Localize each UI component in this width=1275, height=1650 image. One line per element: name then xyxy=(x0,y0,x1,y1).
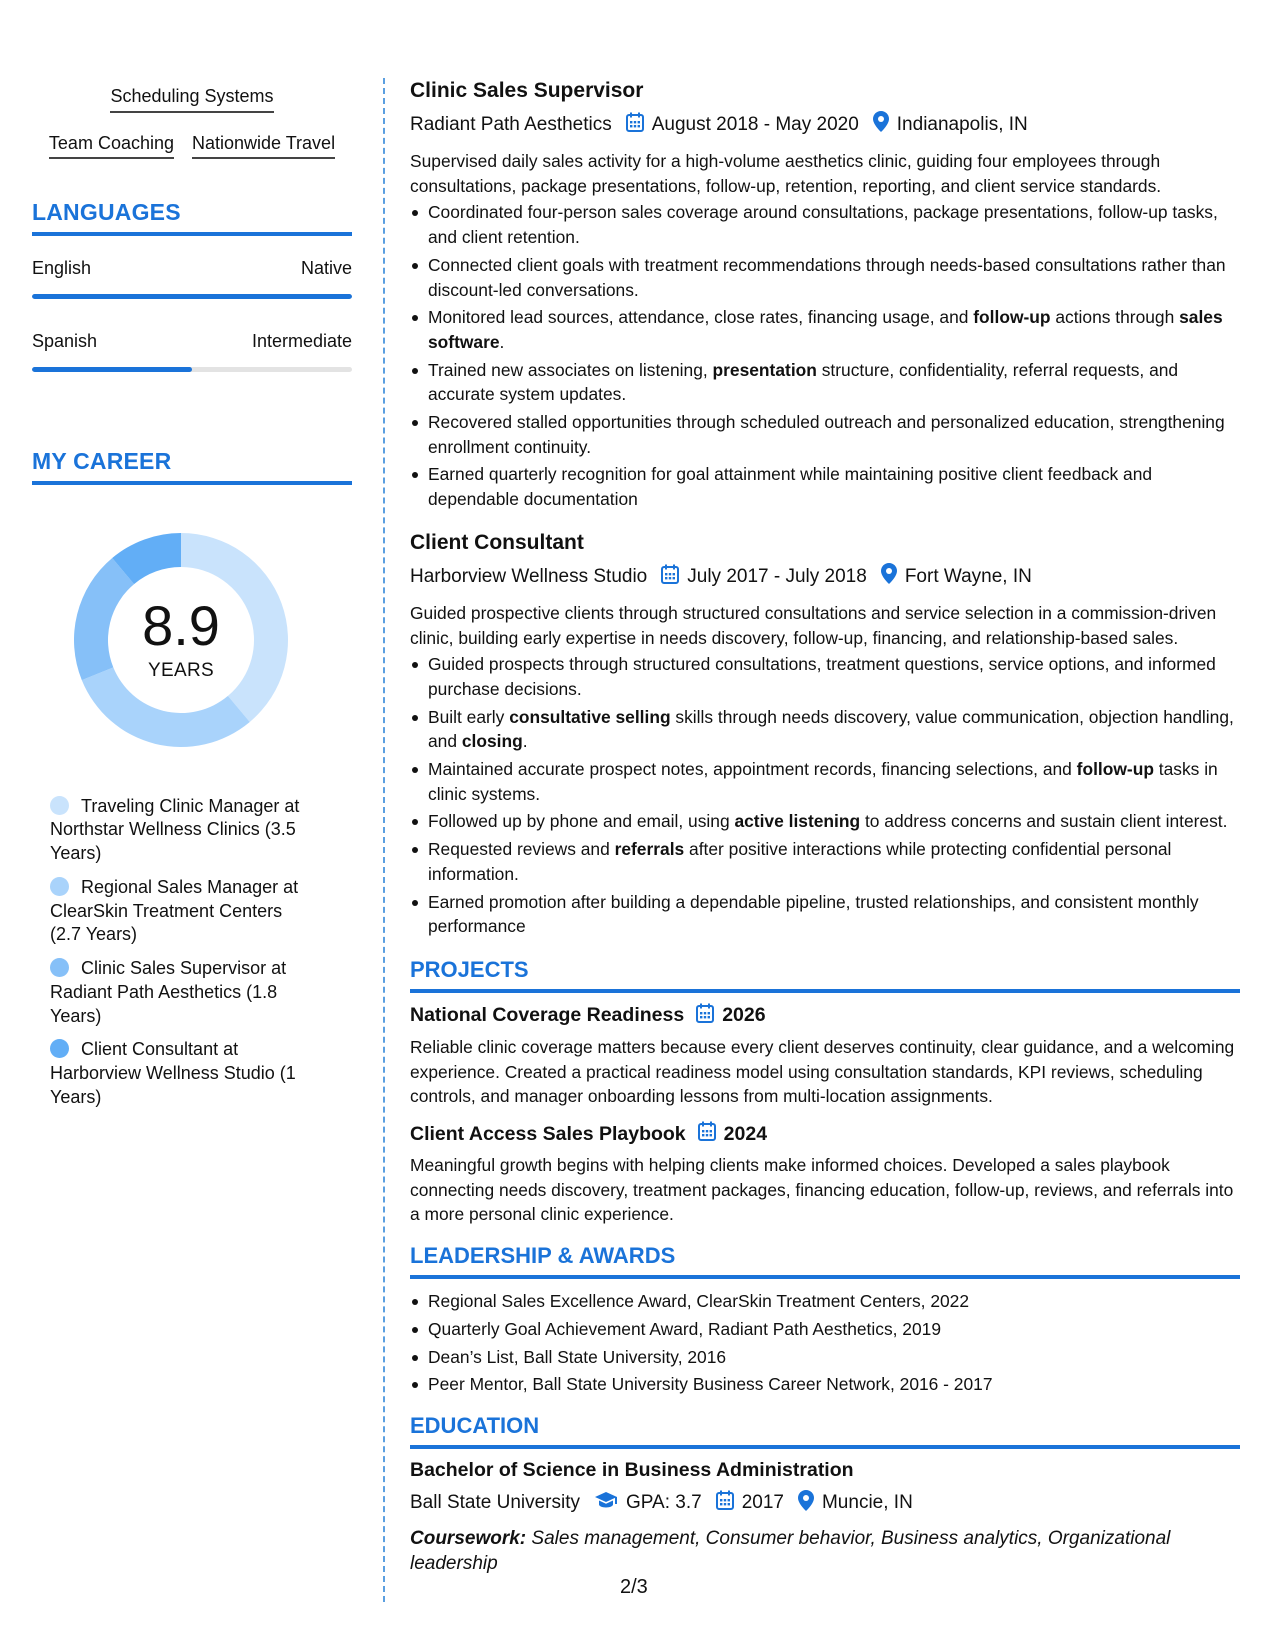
school-location: Muncie, IN xyxy=(821,1492,913,1514)
job-bullet: Followed up by phone and email, using active listening to address concerns and sustain client interest. xyxy=(410,809,1240,834)
graduation-cap-icon xyxy=(594,1491,618,1516)
job-bullet: Earned promotion after building a dependable pipeline, trusted relationships, and consistent monthly performance xyxy=(410,890,1240,939)
projects-heading: PROJECTS xyxy=(410,957,1240,993)
project-title-row xyxy=(410,1003,1240,1029)
career-donut-chart xyxy=(32,521,352,761)
job-bullet: Recovered stalled opportunities through scheduled outreach and personalized education, strengthening enrollment continuity. xyxy=(410,410,1240,459)
job-bullet: Connected client goals with treatment recommendations through needs-based consultations rather than discount-led conversations. xyxy=(410,253,1240,302)
school-name: Ball State University xyxy=(410,1492,581,1514)
company-name: Harborview Wellness Studio xyxy=(410,565,648,587)
job-bullets xyxy=(410,652,1240,939)
career-legend-item xyxy=(50,1038,315,1109)
job-bullet: Guided prospects through structured consultations, treatment questions, service options, and informed purchase decisions. xyxy=(410,652,1240,701)
skills-row-1 xyxy=(32,86,352,113)
project-description: Reliable clinic coverage matters because every client deserves continuity, clear guidance, and a welcoming experience. Created a practical readiness model using consultation standards, KPI reviews, scheduling controls, and manager onboarding lessons from multi-location assignments. xyxy=(410,1036,1235,1107)
award-item: Regional Sales Excellence Award, ClearSkin Treatment Centers, 2022 xyxy=(410,1289,1240,1314)
experience-entry xyxy=(410,78,1240,512)
career-total-unit: YEARS xyxy=(148,659,214,681)
career-legend-label: Regional Sales Manager at ClearSkin Treatment Centers (2.7 Years) xyxy=(50,876,299,945)
skill-tag: Team Coaching xyxy=(49,133,174,160)
calendar-icon xyxy=(626,112,644,139)
calendar-icon xyxy=(696,1003,714,1029)
career-legend-item xyxy=(50,795,315,866)
career-legend-label: Traveling Clinic Manager at Northstar Wellness Clinics (3.5 Years) xyxy=(50,795,300,864)
award-item: Dean’s List, Ball State University, 2016 xyxy=(410,1345,1240,1370)
job-dates: July 2017 - July 2018 xyxy=(687,565,867,587)
calendar-icon xyxy=(716,1490,734,1517)
calendar-icon xyxy=(698,1121,716,1147)
award-item: Peer Mentor, Ball State University Business Career Network, 2016 - 2017 xyxy=(410,1372,1240,1397)
job-summary: Supervised daily sales activity for a high-volume aesthetics clinic, guiding four employees through consultations, package presentations, follow-up, retention, reporting, and client service standards. xyxy=(410,150,1162,196)
skills-row-2 xyxy=(32,133,352,160)
job-bullet: Built early consultative selling skills through needs discovery, value communication, objection handling, and closing. xyxy=(410,705,1240,754)
career-total-years: 8.9 xyxy=(142,593,220,657)
job-meta xyxy=(410,111,1240,139)
project-year: 2024 xyxy=(723,1122,768,1145)
job-dates: August 2018 - May 2020 xyxy=(651,113,859,135)
legend-dot xyxy=(50,1039,69,1058)
language-proficiency-fill xyxy=(32,294,352,299)
awards-list xyxy=(410,1289,1240,1397)
language-item xyxy=(32,331,352,372)
experience-entry xyxy=(410,530,1240,939)
graduation-year: 2017 xyxy=(741,1492,784,1514)
column-divider xyxy=(383,78,385,1602)
legend-dot xyxy=(50,958,69,977)
project-title: Client Access Sales Playbook xyxy=(410,1122,686,1145)
project-entry xyxy=(410,1121,1240,1227)
legend-dot xyxy=(50,796,69,815)
project-entry xyxy=(410,1003,1240,1109)
job-meta xyxy=(410,563,1240,591)
language-proficiency-fill xyxy=(32,367,192,372)
job-title: Client Consultant xyxy=(410,530,584,554)
page-number: 2/3 xyxy=(620,1576,648,1598)
project-title: National Coverage Readiness xyxy=(410,1004,685,1027)
career-donut-center xyxy=(66,525,296,755)
job-bullet: Earned quarterly recognition for goal attainment while maintaining positive client feedback and dependable documentation xyxy=(410,462,1240,511)
job-title: Clinic Sales Supervisor xyxy=(410,79,644,102)
languages-list xyxy=(32,258,352,371)
language-proficiency-bar xyxy=(32,367,352,372)
coursework-label: Coursework: xyxy=(410,1527,527,1549)
education-heading: EDUCATION xyxy=(410,1413,1240,1449)
job-bullet: Trained new associates on listening, presentation structure, confidentiality, referral requests, and accurate system updates. xyxy=(410,358,1240,407)
job-bullet: Requested reviews and referrals after positive interactions while protecting confidential personal information. xyxy=(410,837,1240,886)
job-location: Fort Wayne, IN xyxy=(904,565,1032,587)
project-year: 2026 xyxy=(722,1004,766,1027)
languages-heading: LANGUAGES xyxy=(32,199,352,236)
career-legend-item xyxy=(50,876,315,947)
job-bullet: Monitored lead sources, attendance, close rates, financing usage, and follow-up actions through sales software. xyxy=(410,305,1240,354)
job-bullets xyxy=(410,200,1240,511)
job-summary: Guided prospective clients through structured consultations and service selection in a commission-driven clinic, building early expertise in needs discovery, follow-up, financing, and relationship-based sales. xyxy=(410,602,1217,648)
job-bullet: Coordinated four-person sales coverage around consultations, package presentations, follow-up tasks, and client retention. xyxy=(410,200,1240,249)
language-proficiency-bar xyxy=(32,294,352,299)
main-content xyxy=(410,78,1240,1576)
skill-tag: Nationwide Travel xyxy=(192,133,335,160)
language-level: Intermediate xyxy=(251,330,352,351)
job-location: Indianapolis, IN xyxy=(896,113,1028,135)
career-legend-item xyxy=(50,957,315,1028)
company-name: Radiant Path Aesthetics xyxy=(410,113,612,135)
legend-dot xyxy=(50,877,69,896)
career-legend-label: Clinic Sales Supervisor at Radiant Path Aesthetics (1.8 Years) xyxy=(50,958,287,1026)
skill-tag: Scheduling Systems xyxy=(110,86,273,113)
coursework-list: Sales management, Consumer behavior, Business analytics, Organizational leadership xyxy=(410,1527,1171,1574)
calendar-icon xyxy=(661,564,679,591)
language-name: English xyxy=(32,258,92,279)
language-name: Spanish xyxy=(32,330,98,351)
map-pin-icon xyxy=(798,1490,814,1518)
career-heading: MY CAREER xyxy=(32,448,352,485)
education-meta xyxy=(410,1490,1240,1518)
language-item xyxy=(32,258,352,299)
career-legend-label: Client Consultant at Harborview Wellness Studio (1 Years) xyxy=(50,1039,296,1107)
sidebar xyxy=(32,86,352,1120)
job-bullet: Maintained accurate prospect notes, appointment records, financing selections, and follow-up tasks in clinic systems. xyxy=(410,757,1240,806)
career-legend xyxy=(32,795,352,1110)
degree-title: Bachelor of Science in Business Administration xyxy=(410,1458,854,1481)
gpa: GPA: 3.7 xyxy=(626,1492,702,1514)
project-description: Meaningful growth begins with helping clients make informed choices. Developed a sales playbook connecting needs discovery, treatment packages, financing education, follow-up, reviews, and referrals into a more personal clinic experience. xyxy=(410,1155,1234,1225)
language-level: Native xyxy=(300,258,352,279)
awards-heading: LEADERSHIP & AWARDS xyxy=(410,1243,1240,1279)
coursework xyxy=(410,1526,1240,1576)
map-pin-icon xyxy=(873,111,889,139)
project-title-row xyxy=(410,1121,1240,1147)
award-item: Quarterly Goal Achievement Award, Radiant Path Aesthetics, 2019 xyxy=(410,1317,1240,1342)
map-pin-icon xyxy=(881,563,897,591)
